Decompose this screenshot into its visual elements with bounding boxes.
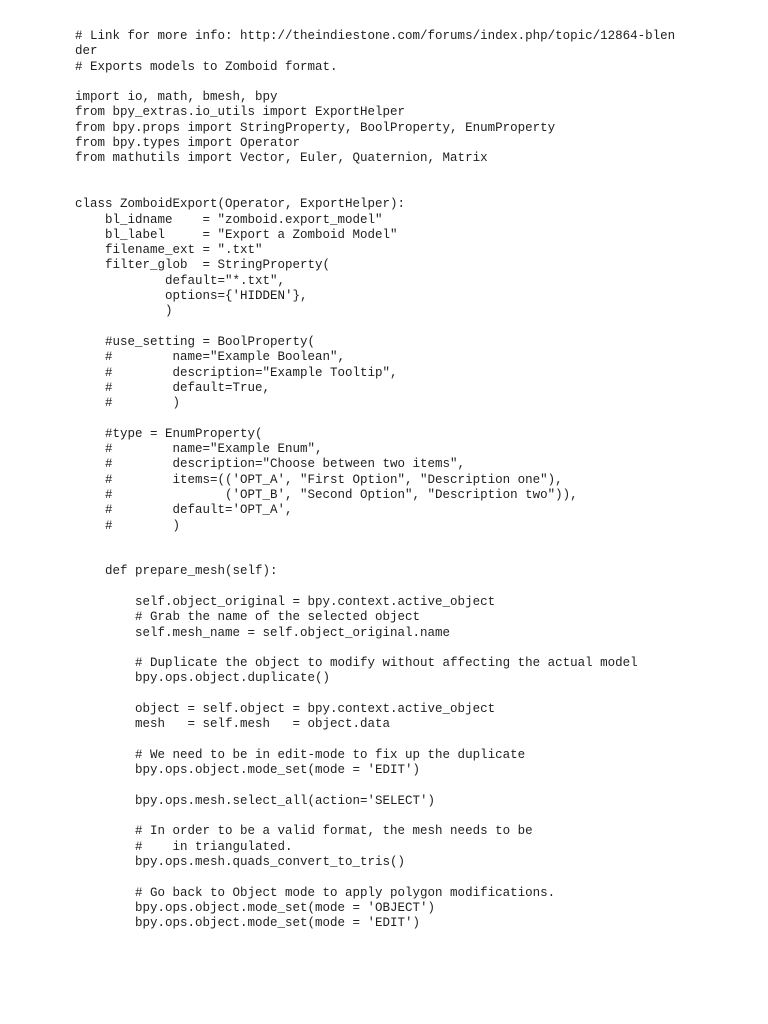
code-listing bbox=[75, 29, 735, 932]
code-line bbox=[75, 320, 735, 335]
code-line: class ZomboidExport(Operator, ExportHelper): bbox=[75, 197, 406, 212]
code-line: bpy.ops.object.duplicate() bbox=[75, 671, 331, 686]
code-line bbox=[75, 167, 735, 182]
code-line: # description="Choose between two items", bbox=[75, 457, 466, 472]
code-line: object = self.object = bpy.context.active_object bbox=[75, 702, 496, 717]
code-line: # We need to be in edit-mode to fix up the duplicate bbox=[75, 747, 526, 762]
code-line: from bpy.props import StringProperty, BoolProperty, EnumProperty bbox=[75, 120, 556, 135]
code-line: options={'HIDDEN'}, bbox=[75, 289, 308, 304]
code-line: def prepare_mesh(self): bbox=[75, 564, 278, 579]
code-line: bpy.ops.mesh.quads_convert_to_tris() bbox=[75, 855, 406, 870]
code-line: self.object_original = bpy.context.active_object bbox=[75, 594, 496, 609]
code-line: # Exports models to Zomboid format. bbox=[75, 59, 338, 74]
code-line bbox=[75, 687, 735, 702]
code-line: # ) bbox=[75, 518, 181, 533]
code-line: # description="Example Tooltip", bbox=[75, 365, 398, 380]
code-line: # items=(('OPT_A', "First Option", "Description one"), bbox=[75, 472, 563, 487]
code-line: bl_idname = "zomboid.export_model" bbox=[75, 212, 383, 227]
code-line: mesh = self.mesh = object.data bbox=[75, 717, 391, 732]
code-line bbox=[75, 641, 735, 656]
code-line: bpy.ops.object.mode_set(mode = 'EDIT') bbox=[75, 763, 421, 778]
code-line: filename_ext = ".txt" bbox=[75, 243, 263, 258]
code-line: # in triangulated. bbox=[75, 839, 293, 854]
code-line bbox=[75, 182, 735, 197]
code-line bbox=[75, 733, 735, 748]
code-line: # default=True, bbox=[75, 380, 271, 395]
code-line: # Grab the name of the selected object bbox=[75, 610, 421, 625]
code-line: ) bbox=[75, 304, 173, 319]
code-line bbox=[75, 534, 735, 549]
code-line: from bpy.types import Operator bbox=[75, 136, 301, 151]
code-line bbox=[75, 779, 735, 794]
code-line: # ('OPT_B', "Second Option", "Description two")), bbox=[75, 487, 578, 502]
code-line: self.mesh_name = self.object_original.name bbox=[75, 625, 451, 640]
code-line bbox=[75, 549, 735, 564]
code-line bbox=[75, 580, 735, 595]
code-line: # Go back to Object mode to apply polygon modifications. bbox=[75, 885, 556, 900]
code-line bbox=[75, 411, 735, 426]
code-line: bpy.ops.mesh.select_all(action='SELECT') bbox=[75, 793, 436, 808]
code-line: from bpy_extras.io_utils import ExportHelper bbox=[75, 105, 406, 120]
code-line: # default='OPT_A', bbox=[75, 503, 293, 518]
code-line: # In order to be a valid format, the mesh needs to be bbox=[75, 824, 533, 839]
code-line: bpy.ops.object.mode_set(mode = 'OBJECT') bbox=[75, 900, 436, 915]
code-line: # Link for more info: http://theindiestone.com/forums/index.php/topic/12864-blen bbox=[75, 29, 676, 43]
code-line: #use_setting = BoolProperty( bbox=[75, 334, 316, 349]
code-line bbox=[75, 870, 735, 885]
code-line: bl_label = "Export a Zomboid Model" bbox=[75, 227, 398, 242]
code-line: # Duplicate the object to modify without affecting the actual model bbox=[75, 656, 638, 671]
code-line: import io, math, bmesh, bpy bbox=[75, 90, 278, 105]
code-line: #type = EnumProperty( bbox=[75, 426, 263, 441]
code-line: bpy.ops.object.mode_set(mode = 'EDIT') bbox=[75, 916, 421, 931]
code-line bbox=[75, 809, 735, 824]
code-line: # ) bbox=[75, 396, 181, 411]
code-line: der bbox=[75, 44, 98, 59]
code-line: # name="Example Boolean", bbox=[75, 350, 346, 365]
code-line: # name="Example Enum", bbox=[75, 442, 323, 457]
code-line bbox=[75, 75, 735, 90]
code-line: filter_glob = StringProperty( bbox=[75, 258, 331, 273]
code-line: from mathutils import Vector, Euler, Quaternion, Matrix bbox=[75, 151, 488, 166]
code-line: default="*.txt", bbox=[75, 273, 286, 288]
